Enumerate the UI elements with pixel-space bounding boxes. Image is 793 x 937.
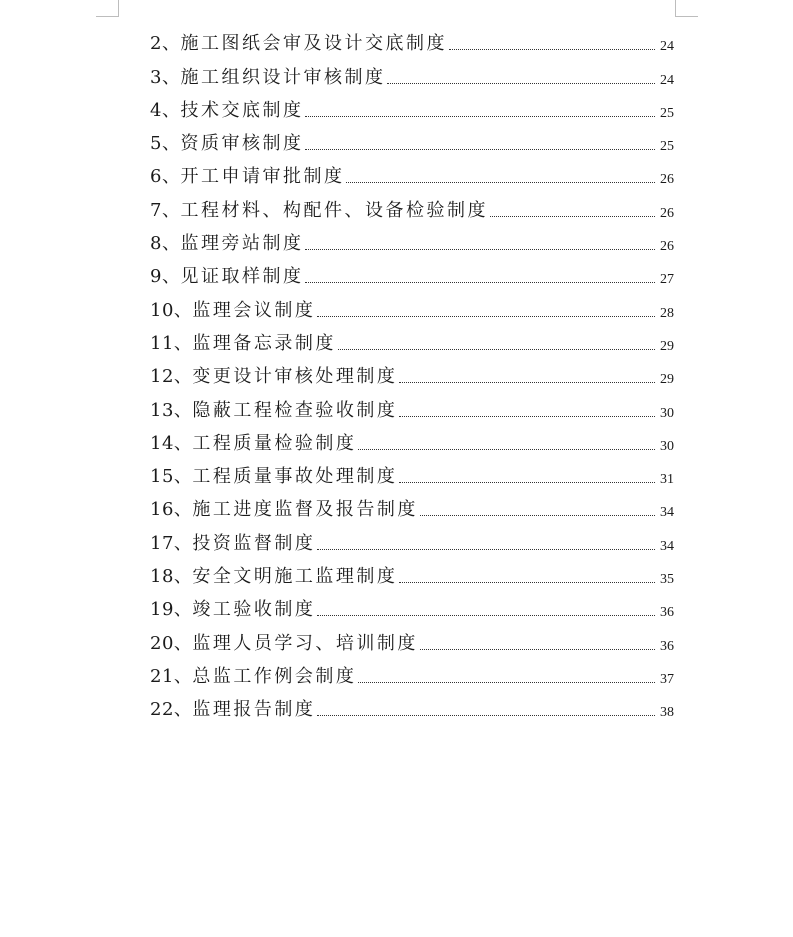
toc-dot-leader [346, 181, 655, 183]
toc-entry[interactable] [150, 287, 674, 320]
toc-entry-page-number: 34 [660, 538, 674, 554]
toc-entry[interactable] [150, 454, 674, 487]
toc-dot-leader [317, 315, 655, 317]
toc-entry[interactable] [150, 187, 674, 220]
toc-dot-leader [420, 648, 655, 650]
toc-entry-title: 见证取样制度 [180, 266, 304, 288]
toc-dot-leader [449, 48, 655, 50]
toc-entry-number: 12、 [150, 366, 193, 388]
toc-entry-page-number: 29 [660, 372, 674, 388]
toc-entry-title: 监理会议制度 [192, 299, 316, 321]
toc-entry-title: 隐蔽工程检查验收制度 [192, 399, 398, 421]
toc-entry-number: 16、 [150, 499, 193, 521]
toc-dot-leader [399, 581, 655, 583]
toc-dot-leader [317, 714, 655, 716]
toc-entry-page-number: 24 [660, 39, 674, 55]
toc-entry-page-number: 28 [660, 305, 674, 321]
toc-entry-number: 22、 [150, 699, 193, 721]
toc-entry-page-number: 25 [660, 139, 674, 155]
toc-dot-leader [338, 348, 655, 350]
toc-entry-title: 施工组织设计审核制度 [180, 66, 386, 88]
toc-dot-leader [305, 281, 655, 283]
toc-dot-leader [399, 481, 655, 483]
toc-entry-title: 监理旁站制度 [180, 233, 304, 255]
toc-dot-leader [399, 415, 655, 417]
toc-entry[interactable] [150, 54, 674, 87]
toc-entry[interactable] [150, 421, 674, 454]
toc-entry-title: 监理人员学习、培训制度 [192, 632, 418, 654]
toc-dot-leader [305, 115, 655, 117]
toc-entry-page-number: 31 [660, 472, 674, 488]
toc-entry-number: 18、 [150, 566, 193, 588]
toc-entry-page-number: 30 [660, 405, 674, 421]
toc-entry-title: 施工进度监督及报告制度 [192, 499, 418, 521]
toc-entry[interactable] [150, 321, 674, 354]
toc-entry-number: 10、 [150, 299, 193, 321]
toc-entry-title: 监理报告制度 [192, 699, 316, 721]
toc-entry-number: 6、 [150, 166, 181, 188]
toc-entry-page-number: 35 [660, 572, 674, 588]
toc-entry[interactable] [150, 487, 674, 520]
crop-mark-top-left [96, 0, 119, 17]
toc-entry-page-number: 30 [660, 438, 674, 454]
toc-entry-title: 竣工验收制度 [192, 599, 316, 621]
toc-entry-title: 技术交底制度 [180, 99, 304, 121]
toc-dot-leader [387, 82, 655, 84]
toc-entry-number: 17、 [150, 532, 193, 554]
toc-entry-page-number: 36 [660, 638, 674, 654]
toc-dot-leader [358, 448, 655, 450]
toc-dot-leader [490, 215, 655, 217]
toc-entry-title: 变更设计审核处理制度 [192, 366, 398, 388]
toc-entry-title: 工程材料、构配件、设备检验制度 [180, 199, 488, 221]
toc-dot-leader [317, 614, 655, 616]
toc-entry-number: 20、 [150, 632, 193, 654]
toc-dot-leader [305, 248, 655, 250]
toc-dot-leader [305, 148, 655, 150]
toc-entry-number: 7、 [150, 199, 181, 221]
toc-entry-page-number: 37 [660, 671, 674, 687]
toc-entry-number: 9、 [150, 266, 181, 288]
toc-entry-page-number: 26 [660, 205, 674, 221]
toc-entry[interactable] [150, 620, 674, 653]
toc-dot-leader [399, 381, 655, 383]
toc-entry-title: 监理备忘录制度 [192, 332, 336, 354]
toc-dot-leader [420, 514, 655, 516]
toc-entry-title: 工程质量检验制度 [192, 432, 357, 454]
toc-entry-number: 14、 [150, 432, 193, 454]
toc-entry-number: 13、 [150, 399, 193, 421]
toc-entry-page-number: 26 [660, 239, 674, 255]
toc-entry[interactable] [150, 554, 674, 587]
toc-entry-page-number: 27 [660, 272, 674, 288]
toc-entry[interactable] [150, 221, 674, 254]
toc-entry-title: 安全文明施工监理制度 [192, 566, 398, 588]
toc-entry-title: 投资监督制度 [192, 532, 316, 554]
toc-entry-title: 工程质量事故处理制度 [192, 466, 398, 488]
toc-entry-page-number: 25 [660, 105, 674, 121]
toc-entry-page-number: 26 [660, 172, 674, 188]
toc-entry[interactable] [150, 88, 674, 121]
toc-entry-title: 资质审核制度 [180, 133, 304, 155]
toc-entry[interactable] [150, 520, 674, 553]
toc-entry-number: 15、 [150, 466, 193, 488]
toc-entry-page-number: 38 [660, 705, 674, 721]
toc-entry-page-number: 34 [660, 505, 674, 521]
toc-entry[interactable] [150, 354, 674, 387]
toc-dot-leader [358, 681, 655, 683]
toc-entry-page-number: 36 [660, 605, 674, 621]
toc-entry-title: 开工申请审批制度 [180, 166, 345, 188]
toc-entry[interactable] [150, 654, 674, 687]
toc-entry-number: 11、 [150, 332, 193, 354]
toc-dot-leader [317, 548, 655, 550]
toc-entry-number: 19、 [150, 599, 193, 621]
toc-entry[interactable] [150, 254, 674, 287]
toc-entry[interactable] [150, 387, 674, 420]
toc-entry-title: 总监工作例会制度 [192, 665, 357, 687]
toc-entry-number: 21、 [150, 665, 193, 687]
toc-entry-title: 施工图纸会审及设计交底制度 [180, 33, 447, 55]
toc-entry[interactable] [150, 121, 674, 154]
toc-entry-number: 2、 [150, 33, 181, 55]
toc-entry-page-number: 24 [660, 72, 674, 88]
toc-entry-number: 4、 [150, 99, 181, 121]
table-of-contents [150, 21, 674, 720]
toc-entry[interactable] [150, 687, 674, 720]
toc-entry[interactable] [150, 587, 674, 620]
toc-entry-number: 3、 [150, 66, 181, 88]
toc-entry-number: 5、 [150, 133, 181, 155]
toc-entry[interactable] [150, 154, 674, 187]
toc-entry[interactable] [150, 21, 674, 54]
toc-entry-page-number: 29 [660, 338, 674, 354]
toc-entry-number: 8、 [150, 233, 181, 255]
crop-mark-top-right [675, 0, 698, 17]
